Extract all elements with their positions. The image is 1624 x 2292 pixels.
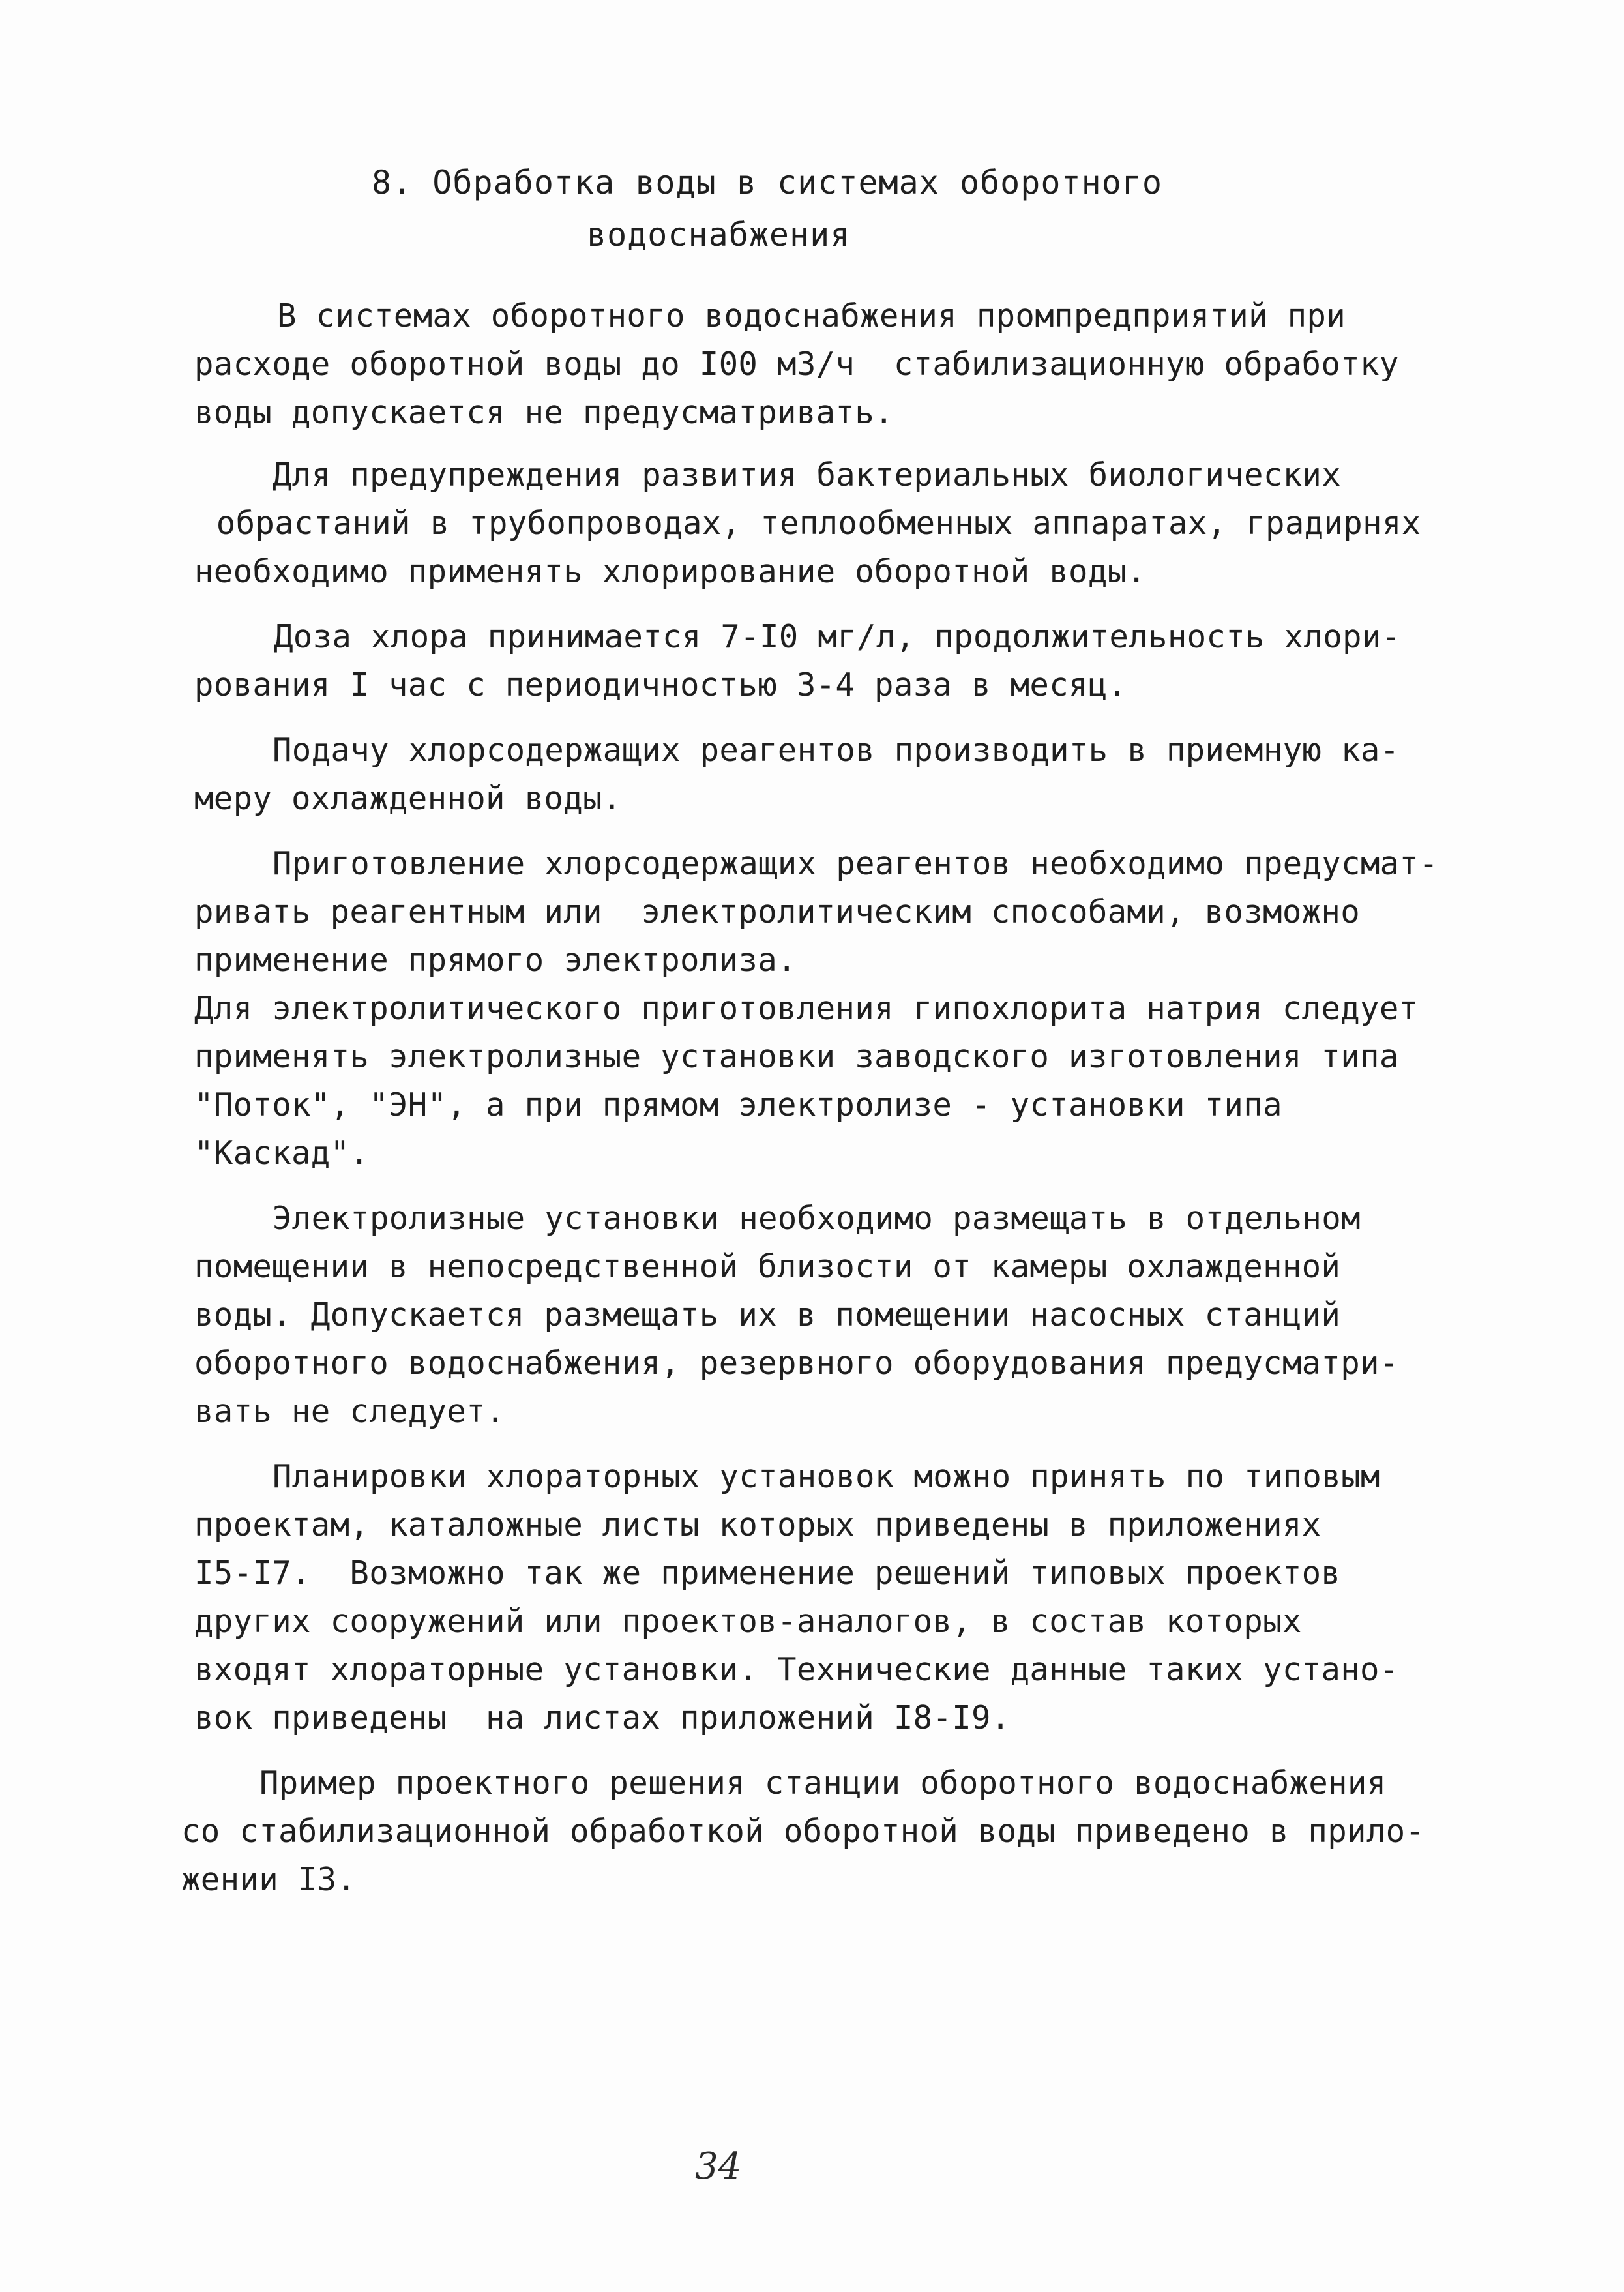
text-line-20: воды. Допускается размещать их в помещении насосных станций xyxy=(194,1296,1341,1333)
text-line-09: Подачу хлорсодержащих реагентов производить в приемную ка- xyxy=(273,732,1400,769)
text-line-30: со стабилизационной обработкой оборотной воды приведено в прило- xyxy=(181,1813,1425,1850)
text-line-11: Приготовление хлорсодержащих реагентов необходимо предусмат- xyxy=(273,845,1439,882)
text-line-18: Электролизные установки необходимо размещать в отдельном xyxy=(273,1200,1361,1237)
text-line-25: I5-I7. Возможно так же применение решений типовых проектов xyxy=(194,1555,1341,1592)
text-line-21: оборотного водоснабжения, резервного оборудования предусматри- xyxy=(194,1345,1399,1382)
text-line-10: меру охлажденной воды. xyxy=(194,780,622,817)
text-line-01: В системах оборотного водоснабжения промпредприятий при xyxy=(277,297,1346,335)
text-line-16: "Поток", "ЭН", а при прямом электролизе - установки типа xyxy=(194,1086,1282,1124)
section-heading-line-2: водоснабжения xyxy=(587,216,851,254)
text-line-17: "Каскад". xyxy=(194,1135,370,1172)
text-line-13: применение прямого электролиза. xyxy=(194,942,797,979)
text-line-06: необходимо применять хлорирование оборотной воды. xyxy=(194,553,1147,590)
text-line-26: других сооружений или проектов-аналогов, в состав которых xyxy=(194,1603,1302,1640)
text-line-29: Пример проектного решения станции оборотного водоснабжения xyxy=(259,1764,1387,1802)
text-line-02: расходе оборотной воды до I00 м3/ч стабилизационную обработку xyxy=(194,346,1399,383)
text-line-07: Доза хлора принимается 7-I0 мг/л, продолжительность хлори- xyxy=(274,618,1401,655)
text-line-23: Планировки хлораторных установок можно принять по типовым xyxy=(273,1458,1380,1495)
text-line-12: ривать реагентным или электролитическим способами, возможно xyxy=(194,893,1361,930)
text-line-19: помещении в непосредственной близости от камеры охлажденной xyxy=(194,1248,1341,1285)
text-line-03: воды допускается не предусматривать. xyxy=(194,394,894,431)
text-line-28: вок приведены на листах приложений I8-I9. xyxy=(194,1699,1011,1736)
text-line-05: обрастаний в трубопроводах, теплообменных аппаратах, градирнях xyxy=(197,505,1421,542)
text-line-22: вать не следует. xyxy=(194,1393,505,1430)
text-line-31: жении I3. xyxy=(181,1861,357,1898)
text-line-15: применять электролизные установки заводского изготовления типа xyxy=(194,1038,1399,1075)
section-heading xyxy=(372,156,1162,261)
text-line-04: Для предупреждения развития бактериальных биологических xyxy=(273,456,1342,494)
text-line-08: рования I час с периодичностью 3-4 раза в месяц. xyxy=(194,666,1127,704)
text-line-27: входят хлораторные установки. Технические данные таких устано- xyxy=(194,1651,1399,1688)
text-line-14: Для электролитического приготовления гипохлорита натрия следует xyxy=(194,990,1419,1027)
section-heading-line-1: 8. Обработка воды в системах оборотного xyxy=(372,164,1162,201)
page-number: 34 xyxy=(695,2145,742,2188)
text-line-24: проектам, каталожные листы которых приведены в приложениях xyxy=(194,1506,1321,1543)
